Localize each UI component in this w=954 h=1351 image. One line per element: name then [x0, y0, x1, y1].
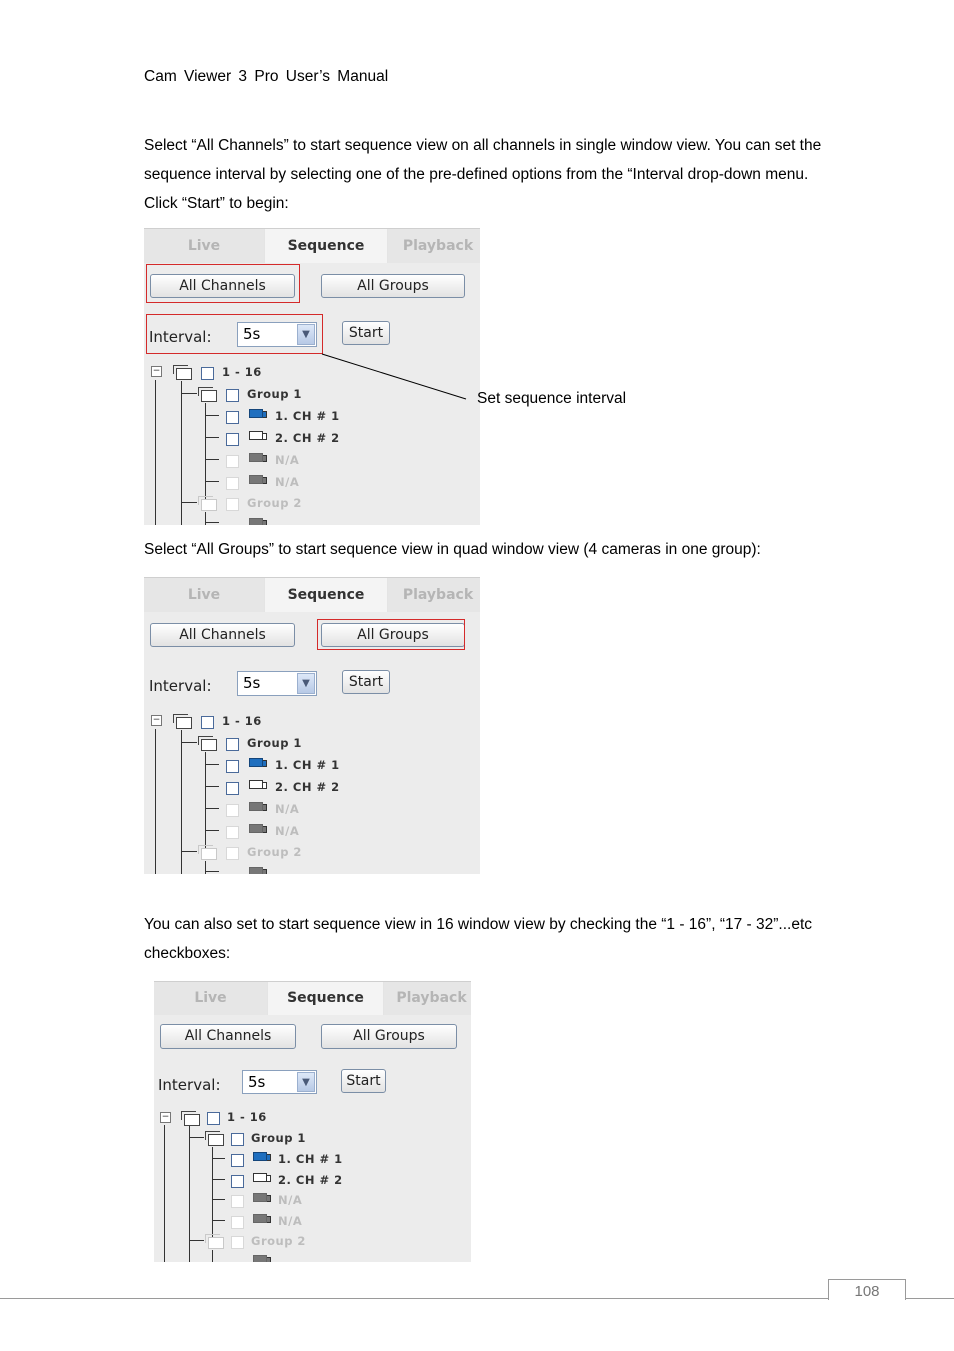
paragraph-16-window: You can also set to start sequence view in 16 window view by checking the “1 - 16”, “17 - 32”...etc checkboxes:: [144, 916, 812, 962]
group-folder-icon: [201, 848, 217, 860]
checkbox[interactable]: [226, 738, 239, 751]
checkbox[interactable]: [201, 716, 214, 729]
tree-channel-label: N/A: [275, 802, 300, 816]
callout-label: Set sequence interval: [477, 390, 627, 407]
checkbox[interactable]: [226, 782, 239, 795]
camera-icon: [249, 802, 263, 811]
camera-icon: [249, 867, 263, 874]
start-button[interactable]: Start: [342, 670, 390, 694]
chevron-down-icon[interactable]: ▼: [297, 673, 315, 694]
tree-channel-label: N/A: [275, 453, 300, 467]
tree-group1-label: Group 1: [247, 736, 302, 750]
group-folder-icon: [201, 739, 217, 751]
group-folder-icon: [184, 1114, 200, 1126]
paragraph-all-groups: Select “All Groups” to start sequence view in quad window view (4 cameras in one group):: [144, 541, 761, 558]
interval-label: Interval:: [149, 328, 212, 346]
collapse-icon[interactable]: −: [161, 1112, 170, 1122]
camera-icon: [249, 824, 263, 833]
checkbox[interactable]: [231, 1133, 244, 1146]
camera-icon: [253, 1214, 267, 1223]
interval-label: Interval:: [149, 677, 212, 695]
group-folder-icon: [208, 1237, 224, 1249]
callout-line: [322, 354, 466, 399]
tree-group2-label: Group 2: [251, 1234, 306, 1248]
tab-live[interactable]: Live: [154, 982, 267, 1015]
camera-icon: [249, 758, 263, 767]
all-channels-button[interactable]: All Channels: [150, 274, 295, 298]
tab-live[interactable]: Live: [144, 229, 264, 263]
checkbox[interactable]: [231, 1154, 244, 1167]
tree-root-label: 1 - 16: [222, 714, 262, 728]
all-channels-button[interactable]: All Channels: [160, 1024, 296, 1049]
tab-sequence[interactable]: Sequence: [265, 578, 387, 612]
tree-group1-label: Group 1: [251, 1131, 306, 1145]
tree-channel-label: N/A: [275, 475, 300, 489]
tree-channel-label: N/A: [278, 1214, 303, 1228]
tree-channel-label: N/A: [278, 1193, 303, 1207]
camera-icon: [253, 1173, 267, 1182]
collapse-icon[interactable]: −: [152, 366, 161, 376]
tab-playback[interactable]: Playback: [384, 982, 471, 1015]
start-button[interactable]: Start: [341, 1069, 386, 1093]
start-button[interactable]: Start: [342, 321, 390, 345]
paragraph-all-channels: Select “All Channels” to start sequence view on all channels in single window view. You can set the sequence interval by selecting one of the pre-defined options from the “Interval drop-down menu. Click “Start” to begin:: [144, 137, 822, 212]
tree-group2-label: Group 2: [247, 845, 302, 859]
interval-select[interactable]: [237, 671, 317, 696]
tab-live[interactable]: Live: [144, 578, 264, 612]
checkbox[interactable]: [226, 760, 239, 773]
tree-channel-label: 2. CH # 2: [278, 1173, 343, 1187]
interval-value: 5s: [243, 674, 261, 692]
checkbox[interactable]: [231, 1175, 244, 1188]
interval-label: Interval:: [158, 1076, 221, 1094]
tab-sequence[interactable]: Sequence: [265, 229, 387, 263]
highlight-box: [317, 619, 465, 650]
tab-bar: [144, 577, 480, 612]
all-groups-button[interactable]: All Groups: [321, 274, 465, 298]
interval-select[interactable]: [242, 1070, 317, 1094]
checkbox[interactable]: [231, 1236, 244, 1249]
tree-root-label: 1 - 16: [222, 365, 262, 379]
tab-bar: [154, 981, 471, 1015]
tree-channel-label: 1. CH # 1: [275, 758, 340, 772]
camera-icon: [253, 1255, 267, 1262]
page-number: 108: [828, 1279, 906, 1300]
camera-icon: [249, 780, 263, 789]
checkbox[interactable]: [231, 1216, 244, 1229]
checkbox[interactable]: [207, 1112, 220, 1125]
interval-value: 5s: [243, 325, 261, 343]
screenshot-16-window: [154, 981, 471, 1262]
tab-playback[interactable]: Playback: [388, 229, 480, 263]
chevron-down-icon[interactable]: ▼: [297, 324, 315, 345]
all-groups-button[interactable]: All Groups: [321, 623, 465, 647]
chevron-down-icon[interactable]: ▼: [297, 1072, 315, 1092]
interval-value: 5s: [248, 1073, 266, 1091]
screenshot-all-groups: [144, 577, 480, 874]
tree-channel-label: 2. CH # 2: [275, 431, 340, 445]
all-groups-button[interactable]: All Groups: [321, 1024, 457, 1049]
footer-rule: [0, 1298, 954, 1299]
tree-root-label: 1 - 16: [227, 1110, 267, 1124]
tree-channel-label: 2. CH # 2: [275, 780, 340, 794]
tree-channel-label: 1. CH # 1: [275, 409, 340, 423]
page-header: Cam Viewer 3 Pro User’s Manual: [144, 68, 389, 85]
tab-sequence[interactable]: Sequence: [268, 982, 383, 1015]
camera-icon: [253, 1193, 267, 1202]
tree-channel-label: 1. CH # 1: [278, 1152, 343, 1166]
checkbox[interactable]: [231, 1195, 244, 1208]
tree-group1-label: Group 1: [247, 387, 302, 401]
tree-group2-label: Group 2: [247, 496, 302, 510]
checkbox[interactable]: [226, 847, 239, 860]
collapse-icon[interactable]: −: [152, 715, 161, 725]
group-folder-icon: [208, 1134, 224, 1146]
all-channels-button[interactable]: All Channels: [150, 623, 295, 647]
group-folder-icon: [176, 717, 192, 729]
checkbox[interactable]: [226, 826, 239, 839]
tree-channel-label: N/A: [275, 824, 300, 838]
camera-icon: [253, 1152, 267, 1161]
tab-playback[interactable]: Playback: [388, 578, 480, 612]
checkbox[interactable]: [226, 804, 239, 817]
